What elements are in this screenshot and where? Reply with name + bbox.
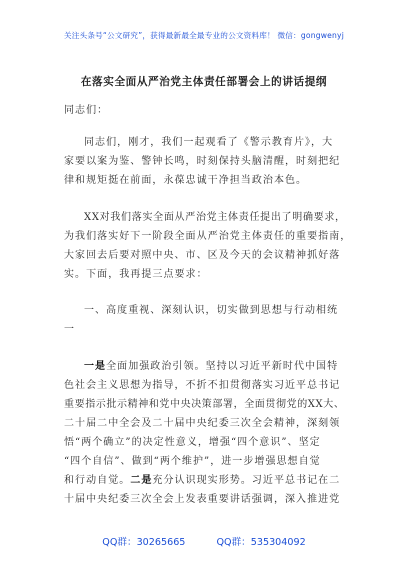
salutation: 同志们： bbox=[64, 105, 109, 116]
section-heading-cont: 一 bbox=[64, 324, 76, 335]
paragraph-line: 为我们落实好下一阶段全面从严治党主体责任的重要指南， bbox=[64, 231, 352, 242]
promo-banner: 关注头条号“公文研究”，获得最新最全最专业的公文资料库！ 微信：gongwenyj bbox=[63, 31, 345, 40]
paragraph-line: 同志们，刚才，我们一起观看了《警示教育片》，大 bbox=[84, 137, 334, 148]
point-text: 全面加强政治引领。坚持以习近平新时代中国特 bbox=[106, 361, 339, 372]
paragraph-line: 色社会主义思想为指导，不折不扣贯彻落实习近平总书记 bbox=[64, 380, 341, 391]
paragraph-line: “四个自信”、做到“两个维护”，进一步增强思想自觉 bbox=[64, 456, 321, 467]
qq-group-2: QQ群：535304092 bbox=[216, 537, 306, 548]
paragraph-line: 重要指示批示精神和党中央决策部署，全面贯彻党的XX大、 bbox=[64, 399, 345, 410]
point-text: 和行动自觉。 bbox=[64, 475, 131, 486]
point-marker-1: 一是 bbox=[84, 361, 107, 372]
qq-group-1: QQ群：30265665 bbox=[102, 537, 186, 548]
point-marker-2: 二是 bbox=[130, 475, 153, 486]
paragraph-line: 律和规矩挺在前面，永葆忠诚干净担当政治本色。 bbox=[64, 175, 308, 186]
footer-contacts bbox=[0, 534, 408, 548]
paragraph-line: 悟“两个确立”的决定性意义，增强“四个意识”、坚定 bbox=[64, 437, 321, 448]
paragraph-line: XX对我们落实全面从严治党主体责任提出了明确要求， bbox=[84, 212, 346, 223]
paragraph-line: 十届中央纪委三次全会上发表重要讲话强调，深入推进党 bbox=[64, 494, 341, 505]
paragraph-line: 大家回去后要对照中央、市、区及今天的会议精神抓好落 bbox=[64, 250, 341, 261]
paragraph-line: 家要以案为鉴、警钟长鸣，时刻保持头脑清醒，时刻把纪 bbox=[64, 156, 341, 167]
paragraph-line: 二十届二中全会及二十届中央纪委三次全会精神，深刻领 bbox=[64, 418, 341, 429]
paragraph-line bbox=[64, 471, 350, 486]
paragraph-line bbox=[64, 357, 350, 372]
section-heading: 一、高度重视、深刻认识，切实做到思想与行动相统 bbox=[84, 305, 339, 316]
point-text: 充分认识现实形势。习近平总书记在二 bbox=[152, 475, 341, 486]
document-title: 在落实全面从严治党主体责任部署会上的讲话提纲 bbox=[80, 76, 328, 88]
paragraph-line: 实。下面，我再提三点要求： bbox=[64, 269, 208, 280]
